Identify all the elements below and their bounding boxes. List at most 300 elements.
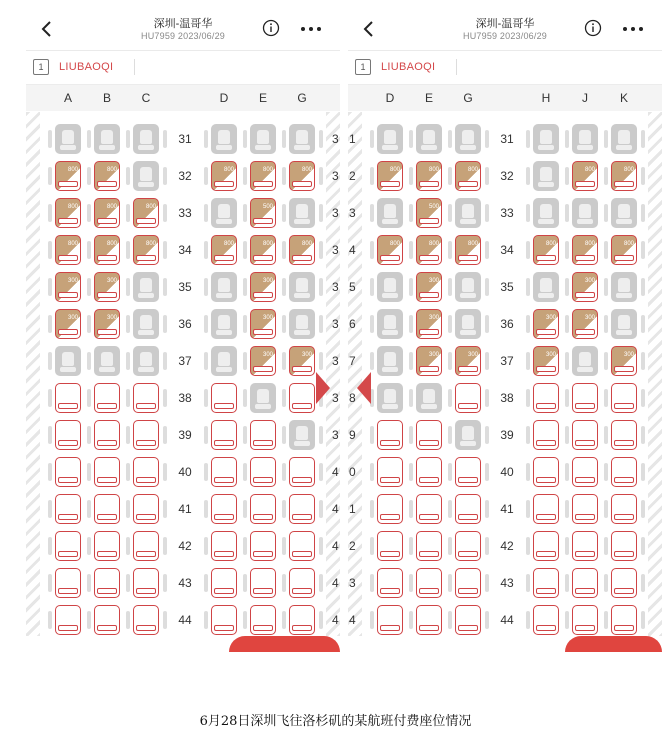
row-number-clipped: 7 <box>349 354 356 368</box>
seat-34E[interactable] <box>416 235 442 265</box>
seat-price: 800 <box>223 241 234 247</box>
seat-39G <box>455 420 481 450</box>
armrest <box>485 426 489 444</box>
seat-39D[interactable] <box>211 420 237 450</box>
seat-price: 800 <box>67 204 78 210</box>
seat-38C[interactable] <box>133 383 159 413</box>
armrest <box>565 500 569 518</box>
seat-35K <box>611 272 637 302</box>
seat-43C[interactable] <box>133 568 159 598</box>
column-label-A: A <box>63 91 72 105</box>
seat-39H[interactable] <box>533 420 559 450</box>
seat-38E <box>250 383 276 413</box>
armrest <box>641 611 645 629</box>
armrest <box>565 537 569 555</box>
seat-39E[interactable] <box>416 420 442 450</box>
seat-32E[interactable] <box>250 161 276 191</box>
seat-39K[interactable] <box>611 420 637 450</box>
seat-37E[interactable] <box>250 346 276 376</box>
seat-33E[interactable] <box>416 198 442 228</box>
seat-39D[interactable] <box>377 420 403 450</box>
more-icon[interactable] <box>300 26 322 32</box>
seat-34H[interactable] <box>533 235 559 265</box>
seat-35E[interactable] <box>416 272 442 302</box>
armrest <box>409 389 413 407</box>
seat-41E[interactable] <box>250 494 276 524</box>
armrest <box>409 204 413 222</box>
row-number: 43 <box>178 576 192 590</box>
armrest <box>204 426 208 444</box>
confirm-button[interactable] <box>565 636 662 652</box>
seat-38G[interactable] <box>289 383 315 413</box>
seat-price: 300 <box>106 315 117 321</box>
armrest <box>48 315 52 333</box>
seat-40H[interactable] <box>533 457 559 487</box>
armrest <box>409 130 413 148</box>
seat-41G[interactable] <box>289 494 315 524</box>
seat-42E[interactable] <box>250 531 276 561</box>
seat-35J[interactable] <box>572 272 598 302</box>
seat-43D[interactable] <box>377 568 403 598</box>
seat-34G[interactable] <box>289 235 315 265</box>
armrest <box>448 426 452 444</box>
armrest <box>282 130 286 148</box>
armrest <box>448 500 452 518</box>
seat-41H[interactable] <box>533 494 559 524</box>
armrest <box>87 611 91 629</box>
seat-44C[interactable] <box>133 605 159 635</box>
seat-37C <box>133 346 159 376</box>
seat-price: 800 <box>301 167 312 173</box>
seat-39A[interactable] <box>55 420 81 450</box>
armrest <box>370 204 374 222</box>
seat-42A[interactable] <box>55 531 81 561</box>
armrest <box>163 463 167 481</box>
armrest <box>204 463 208 481</box>
seat-34A[interactable] <box>55 235 81 265</box>
armrest <box>641 426 645 444</box>
seat-32D[interactable] <box>211 161 237 191</box>
row-number: 44 <box>178 613 192 627</box>
seat-32B[interactable] <box>94 161 120 191</box>
armrest <box>87 130 91 148</box>
seat-price: 300 <box>106 278 117 284</box>
armrest <box>485 315 489 333</box>
armrest <box>282 574 286 592</box>
armrest <box>641 389 645 407</box>
armrest <box>282 611 286 629</box>
seat-44G[interactable] <box>289 605 315 635</box>
seat-41K[interactable] <box>611 494 637 524</box>
seat-35B[interactable] <box>94 272 120 302</box>
seat-41C[interactable] <box>133 494 159 524</box>
row-number: 44 <box>500 613 514 627</box>
seat-43G[interactable] <box>455 568 481 598</box>
seat-32G[interactable] <box>289 161 315 191</box>
seat-38K[interactable] <box>611 383 637 413</box>
armrest <box>319 204 323 222</box>
seat-price: 300 <box>67 315 78 321</box>
seat-36E[interactable] <box>416 309 442 339</box>
seat-price: 800 <box>262 241 273 247</box>
row-number-clipped: 4 <box>332 465 339 479</box>
row-number: 34 <box>178 243 192 257</box>
seat-40G[interactable] <box>455 457 481 487</box>
seat-41B[interactable] <box>94 494 120 524</box>
armrest <box>243 389 247 407</box>
seat-42B[interactable] <box>94 531 120 561</box>
armrest <box>204 130 208 148</box>
seat-40J[interactable] <box>572 457 598 487</box>
armrest <box>526 537 530 555</box>
passenger-name[interactable]: LIUBAOQI <box>381 61 436 73</box>
divider <box>456 59 457 75</box>
seat-38D <box>377 383 403 413</box>
column-header <box>348 85 662 111</box>
row-number: 37 <box>178 354 192 368</box>
seat-32G[interactable] <box>455 161 481 191</box>
seat-34D[interactable] <box>211 235 237 265</box>
seat-32K[interactable] <box>611 161 637 191</box>
seat-35E[interactable] <box>250 272 276 302</box>
seat-35G <box>455 272 481 302</box>
armrest <box>409 352 413 370</box>
armrest <box>204 315 208 333</box>
armrest <box>87 537 91 555</box>
row-number: 35 <box>500 280 514 294</box>
scroll-arrow-right[interactable] <box>316 372 330 404</box>
seat-35D <box>211 272 237 302</box>
more-icon[interactable] <box>622 26 644 32</box>
passenger-name[interactable]: LIUBAOQI <box>59 61 114 73</box>
armrest <box>282 537 286 555</box>
seat-31D <box>377 124 403 154</box>
seat-price: 800 <box>389 241 400 247</box>
seat-41D[interactable] <box>377 494 403 524</box>
seat-32D[interactable] <box>377 161 403 191</box>
armrest <box>485 167 489 185</box>
seat-41J[interactable] <box>572 494 598 524</box>
armrest <box>48 611 52 629</box>
flight-info: HU7959 2023/06/29 <box>463 31 547 41</box>
armrest <box>243 426 247 444</box>
seat-37H[interactable] <box>533 346 559 376</box>
seat-43G[interactable] <box>289 568 315 598</box>
seat-41E[interactable] <box>416 494 442 524</box>
armrest <box>163 167 167 185</box>
seat-38H[interactable] <box>533 383 559 413</box>
row-number: 32 <box>500 169 514 183</box>
seat-34E[interactable] <box>250 235 276 265</box>
armrest <box>409 574 413 592</box>
seat-price: 300 <box>262 278 273 284</box>
armrest <box>526 574 530 592</box>
divider <box>134 59 135 75</box>
seat-43D[interactable] <box>211 568 237 598</box>
seat-38G[interactable] <box>455 383 481 413</box>
seat-33B[interactable] <box>94 198 120 228</box>
seat-price: 500 <box>428 204 439 210</box>
armrest <box>87 167 91 185</box>
seat-32E[interactable] <box>416 161 442 191</box>
seat-40A[interactable] <box>55 457 81 487</box>
seat-36H[interactable] <box>533 309 559 339</box>
exit-stripe-left <box>26 112 40 636</box>
armrest <box>641 278 645 296</box>
seat-43E[interactable] <box>250 568 276 598</box>
armrest <box>204 500 208 518</box>
seat-44G[interactable] <box>455 605 481 635</box>
info-icon[interactable] <box>584 19 602 37</box>
armrest <box>163 352 167 370</box>
armrest <box>319 426 323 444</box>
armrest <box>485 241 489 259</box>
row-number: 35 <box>178 280 192 294</box>
seat-40E[interactable] <box>250 457 276 487</box>
seat-36B[interactable] <box>94 309 120 339</box>
seat-40C[interactable] <box>133 457 159 487</box>
armrest <box>565 241 569 259</box>
seat-39E[interactable] <box>250 420 276 450</box>
seat-39B[interactable] <box>94 420 120 450</box>
armrest <box>282 167 286 185</box>
armrest <box>409 611 413 629</box>
exit-stripe-right <box>648 112 662 636</box>
armrest <box>370 241 374 259</box>
seat-40G[interactable] <box>289 457 315 487</box>
armrest <box>319 278 323 296</box>
seat-32J[interactable] <box>572 161 598 191</box>
seat-37B <box>94 346 120 376</box>
seat-price: 300 <box>262 315 273 321</box>
armrest <box>565 315 569 333</box>
seat-43K[interactable] <box>611 568 637 598</box>
seat-44E[interactable] <box>250 605 276 635</box>
seat-40D[interactable] <box>211 457 237 487</box>
seat-44J[interactable] <box>572 605 598 635</box>
flight-info: HU7959 2023/06/29 <box>141 31 225 41</box>
seat-34G[interactable] <box>455 235 481 265</box>
seat-44K[interactable] <box>611 605 637 635</box>
row-number-clipped: 4 <box>349 613 356 627</box>
seat-32C <box>133 161 159 191</box>
armrest <box>126 204 130 222</box>
seat-42G[interactable] <box>455 531 481 561</box>
seat-36K <box>611 309 637 339</box>
seat-37K[interactable] <box>611 346 637 376</box>
seat-34K[interactable] <box>611 235 637 265</box>
armrest <box>87 500 91 518</box>
armrest <box>48 537 52 555</box>
confirm-button[interactable] <box>229 636 340 652</box>
seat-38E <box>416 383 442 413</box>
seat-44D[interactable] <box>211 605 237 635</box>
seat-price: 300 <box>545 352 556 358</box>
seat-36J[interactable] <box>572 309 598 339</box>
seat-43B[interactable] <box>94 568 120 598</box>
row-number-clipped: 0 <box>349 465 356 479</box>
armrest <box>604 574 608 592</box>
seat-37G[interactable] <box>455 346 481 376</box>
armrest <box>282 204 286 222</box>
armrest <box>448 611 452 629</box>
seat-44A[interactable] <box>55 605 81 635</box>
armrest <box>641 574 645 592</box>
seat-34B[interactable] <box>94 235 120 265</box>
armrest <box>370 167 374 185</box>
armrest <box>243 241 247 259</box>
armrest <box>126 352 130 370</box>
seat-44D[interactable] <box>377 605 403 635</box>
seat-price: 800 <box>67 241 78 247</box>
armrest <box>526 315 530 333</box>
seat-price: 800 <box>145 204 156 210</box>
seat-price: 800 <box>301 241 312 247</box>
seat-37E[interactable] <box>416 346 442 376</box>
scroll-arrow-left[interactable] <box>357 372 371 404</box>
armrest <box>485 278 489 296</box>
seat-44E[interactable] <box>416 605 442 635</box>
seat-42K[interactable] <box>611 531 637 561</box>
armrest <box>409 278 413 296</box>
seat-42C[interactable] <box>133 531 159 561</box>
seat-33A[interactable] <box>55 198 81 228</box>
armrest <box>204 352 208 370</box>
seat-42E[interactable] <box>416 531 442 561</box>
seat-34D[interactable] <box>377 235 403 265</box>
armrest <box>409 500 413 518</box>
armrest <box>641 130 645 148</box>
armrest <box>87 426 91 444</box>
armrest <box>126 537 130 555</box>
seat-map-panel-right <box>348 8 662 652</box>
armrest <box>565 352 569 370</box>
seat-price: 800 <box>145 241 156 247</box>
armrest <box>448 537 452 555</box>
seat-43H[interactable] <box>533 568 559 598</box>
seat-34J[interactable] <box>572 235 598 265</box>
seat-price: 300 <box>467 352 478 358</box>
seat-34C[interactable] <box>133 235 159 265</box>
armrest <box>526 389 530 407</box>
column-label-B: B <box>102 91 111 105</box>
seat-38D[interactable] <box>211 383 237 413</box>
seat-36A[interactable] <box>55 309 81 339</box>
row-number-clipped: 3 <box>332 391 339 405</box>
seat-price: 300 <box>545 315 556 321</box>
seat-32A[interactable] <box>55 161 81 191</box>
seat-44H[interactable] <box>533 605 559 635</box>
seat-39C[interactable] <box>133 420 159 450</box>
column-label-H: H <box>541 91 551 105</box>
seat-33E[interactable] <box>250 198 276 228</box>
seat-31C <box>133 124 159 154</box>
seat-31H <box>533 124 559 154</box>
seat-40D[interactable] <box>377 457 403 487</box>
row-number: 34 <box>500 243 514 257</box>
seat-price: 800 <box>428 167 439 173</box>
seat-43J[interactable] <box>572 568 598 598</box>
seat-price: 300 <box>584 278 595 284</box>
seat-40B[interactable] <box>94 457 120 487</box>
seat-43E[interactable] <box>416 568 442 598</box>
armrest <box>48 241 52 259</box>
armrest <box>641 315 645 333</box>
seat-37G[interactable] <box>289 346 315 376</box>
armrest <box>163 537 167 555</box>
seat-38J[interactable] <box>572 383 598 413</box>
seat-40E[interactable] <box>416 457 442 487</box>
seat-44B[interactable] <box>94 605 120 635</box>
seat-33H <box>533 198 559 228</box>
armrest <box>409 315 413 333</box>
seat-35A[interactable] <box>55 272 81 302</box>
armrest <box>604 204 608 222</box>
seat-price: 800 <box>67 167 78 173</box>
seat-42D[interactable] <box>377 531 403 561</box>
column-label-G: G <box>297 91 307 105</box>
row-number: 42 <box>500 539 514 553</box>
column-label-K: K <box>619 91 628 105</box>
info-icon[interactable] <box>262 19 280 37</box>
armrest <box>319 315 323 333</box>
seat-42H[interactable] <box>533 531 559 561</box>
seat-price: 300 <box>428 278 439 284</box>
armrest <box>448 352 452 370</box>
seat-price: 500 <box>262 204 273 210</box>
seat-42G[interactable] <box>289 531 315 561</box>
armrest <box>48 278 52 296</box>
seat-grid <box>26 112 340 636</box>
seat-31J <box>572 124 598 154</box>
seat-40K[interactable] <box>611 457 637 487</box>
seat-price: 800 <box>623 167 634 173</box>
seat-41G[interactable] <box>455 494 481 524</box>
armrest <box>565 574 569 592</box>
seat-39J[interactable] <box>572 420 598 450</box>
seat-41A[interactable] <box>55 494 81 524</box>
route-title: 深圳-温哥华 <box>475 18 535 30</box>
seat-31E <box>250 124 276 154</box>
armrest <box>243 278 247 296</box>
seat-43A[interactable] <box>55 568 81 598</box>
row-number-clipped: 1 <box>349 132 356 146</box>
armrest <box>370 352 374 370</box>
armrest <box>163 389 167 407</box>
armrest <box>641 352 645 370</box>
armrest <box>48 204 52 222</box>
armrest <box>448 315 452 333</box>
armrest <box>485 389 489 407</box>
armrest <box>126 315 130 333</box>
armrest <box>409 463 413 481</box>
armrest <box>604 130 608 148</box>
armrest <box>526 352 530 370</box>
seat-37A <box>55 346 81 376</box>
armrest <box>87 389 91 407</box>
armrest <box>163 130 167 148</box>
seat-42J[interactable] <box>572 531 598 561</box>
seat-41D[interactable] <box>211 494 237 524</box>
seat-33C[interactable] <box>133 198 159 228</box>
seat-42D[interactable] <box>211 531 237 561</box>
seat-38B[interactable] <box>94 383 120 413</box>
seat-33G <box>289 198 315 228</box>
seat-36E[interactable] <box>250 309 276 339</box>
armrest <box>526 463 530 481</box>
armrest <box>604 315 608 333</box>
seat-38A[interactable] <box>55 383 81 413</box>
